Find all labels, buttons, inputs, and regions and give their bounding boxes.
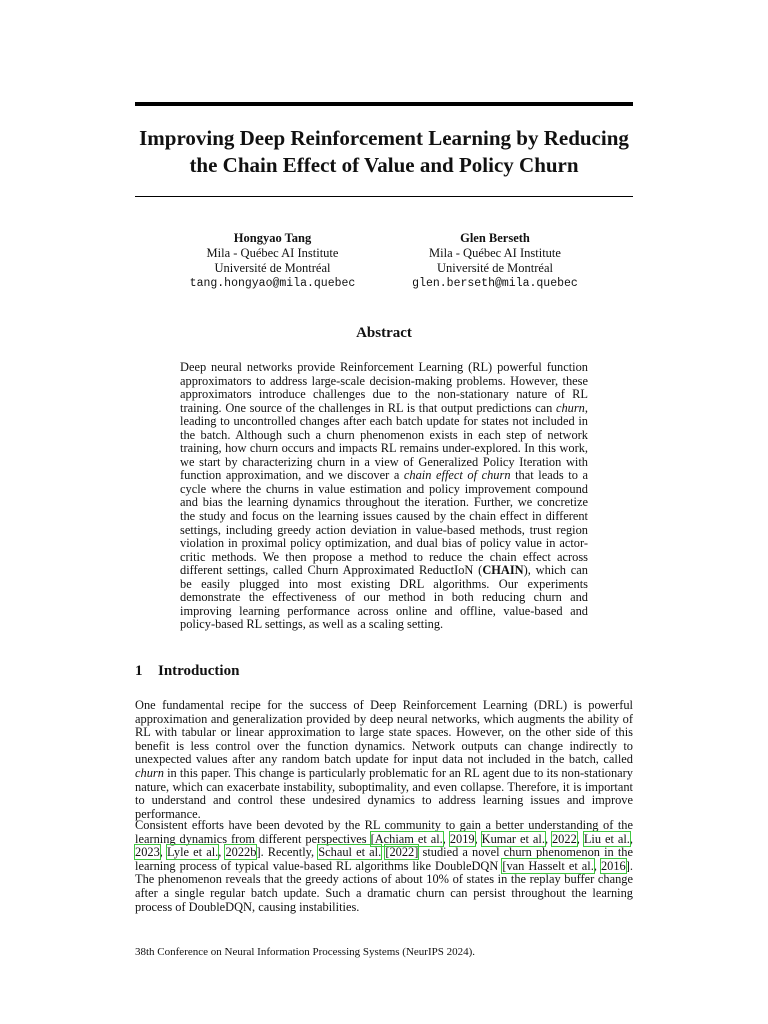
abstract-text-part: that leads to a cycle where the churns in value estimation and policy improvement compound and bias the learning dynamics throughout the iteration. Further, we concretize the study and focus on the learning issues caused by the chain effect in different settings, including greedy action deviation in value-based methods, trust region violation in proximal policy optimization, and dual bias of policy value in actor-critic methods. We then propose a method to reduce the chain effect across different settings, called Churn Approximated ReductIoN ( bbox=[180, 468, 588, 578]
citation-year-link[interactable]: 2019 bbox=[449, 831, 475, 846]
author-affiliation: Université de Montréal bbox=[437, 261, 553, 275]
author-block-1 bbox=[170, 231, 375, 291]
intro-paragraph-2: Consistent efforts have been devoted by the RL community to gain a better understanding of the learning dynamics from different perspectives [Achiam et al., 2019, Kumar et al., 2022, Liu et al., 2023, Lyle et al., 2022b]. Recently, Schaul et al. [2022] studied a novel churn phenomenon in the learning process of typical value-based RL algorithms like DoubleDQN [van Hasselt et al., 2016]. The phenomenon reveals that the greedy actions of about 10% of states in the replay buffer change after a single regular batch update. Such a dramatic churn can persist throughout the learning process of DoubleDQN, causing instabilities. bbox=[135, 818, 633, 914]
paragraph-text-part: ]. The phenomenon reveals that the greedy actions of about 10% of states in the replay buffer change after a single regular batch update. Such a dramatic churn can persist throughout the learning process of DoubleDQN, causing instabilities. bbox=[135, 858, 633, 914]
emphasis-chain-effect: chain effect of churn bbox=[403, 468, 511, 483]
citation-link[interactable]: [van Hasselt et al. bbox=[502, 858, 594, 873]
author-affiliation: Mila - Québec AI Institute bbox=[429, 246, 561, 260]
author-email[interactable]: glen.berseth@mila.quebec bbox=[412, 277, 578, 290]
abstract-text-part: , leading to uncontrolled changes after each batch update for states not included in the batch. Although such a churn phenomenon exists in each step of network training, how churn occurs and impacts RL remains under-explored. In this work, we start by characterizing churn in a view of Generalized Policy Iteration with function approximation, and we discover a bbox=[180, 400, 588, 483]
paragraph-text-part: One fundamental recipe for the success of Deep Reinforcement Learning (DRL) is powerful approximation and generalization provided by deep neural networks, which augments the ability of RL with tabular or linear approximation to large state spaces. However, on the other side of this benefit is less control over the function dynamics. Network outputs can change indirectly to unexpected values after any random batch update for input data not included in the batch, called bbox=[135, 698, 633, 767]
section-heading bbox=[135, 663, 239, 680]
title-line-2: the Chain Effect of Value and Policy Churn bbox=[189, 153, 579, 177]
section-number: 1 bbox=[135, 663, 143, 679]
author-name: Hongyao Tang bbox=[233, 231, 312, 245]
citation-link[interactable]: Schaul et al. bbox=[318, 845, 382, 860]
title-top-rule bbox=[135, 102, 633, 106]
citation-separator: , bbox=[576, 831, 584, 846]
citation-separator: , bbox=[159, 845, 167, 860]
citation-year-link[interactable]: 2016 bbox=[600, 858, 626, 873]
abstract-text-part: ), which can be easily plugged into most existing DRL algorithms. Our experiments demonstrate the effectiveness of our method in both reducing churn and improving learning performance across online and offline, value-based and policy-based RL settings, as well as a scaling setting. bbox=[180, 563, 588, 632]
paragraph-text-part: Consistent efforts have been devoted by the RL community to gain a better understanding of the learning dynamics from different perspectives bbox=[135, 818, 633, 846]
emphasis-churn: churn bbox=[555, 400, 585, 415]
paragraph-text-part: studied a novel churn phenomenon in the learning process of typical value-based RL algorithms like DoubleDQN bbox=[135, 845, 633, 873]
paper-title bbox=[120, 125, 648, 179]
citation-year-link[interactable]: 2022b bbox=[225, 845, 257, 860]
conference-footnote: 38th Conference on Neural Information Processing Systems (NeurIPS 2024). bbox=[135, 946, 476, 958]
method-acronym: CHAIN bbox=[482, 563, 524, 578]
citation-link[interactable]: Kumar et al. bbox=[481, 831, 545, 846]
title-bottom-rule bbox=[135, 196, 633, 197]
citation-separator: , bbox=[474, 831, 482, 846]
author-block-2 bbox=[390, 231, 600, 291]
citation-link[interactable]: [Achiam et al. bbox=[370, 831, 443, 846]
author-email[interactable]: tang.hongyao@mila.quebec bbox=[189, 277, 356, 290]
author-affiliation: Mila - Québec AI Institute bbox=[206, 246, 339, 260]
citation-link[interactable]: Lyle et al. bbox=[167, 845, 219, 860]
paragraph-text-part: ]. Recently, bbox=[256, 845, 319, 860]
emphasis-churn: churn bbox=[135, 765, 164, 780]
section-title: Introduction bbox=[158, 663, 240, 679]
intro-paragraph-1 bbox=[135, 699, 633, 821]
title-line-1: Improving Deep Reinforcement Learning by Reducing bbox=[139, 126, 629, 150]
paragraph-text-part: in this paper. This change is particularly problematic for an RL agent due to its non-stationary nature, which can exacerbate instability, suboptimality, and even collapse. Therefore, it is important to understand and control these undesired dynamics to address learning issues and improve performance. bbox=[135, 765, 633, 821]
citation-year-link[interactable]: 2023 bbox=[135, 845, 160, 860]
author-name: Glen Berseth bbox=[460, 231, 530, 245]
citation-link[interactable]: Liu et al. bbox=[583, 831, 630, 846]
abstract-text-part: Deep neural networks provide Reinforcement Learning (RL) powerful function approximators to address large-scale decision-making problems. However, these approximators introduce challenges due to the non-stationary nature of RL training. One source of the challenges in RL is that output predictions can bbox=[180, 360, 588, 415]
citation-year-link[interactable]: [2022] bbox=[385, 845, 419, 860]
abstract-heading: Abstract bbox=[356, 325, 412, 341]
citation-year-link[interactable]: 2022 bbox=[551, 831, 577, 846]
author-affiliation: Université de Montréal bbox=[214, 261, 331, 275]
abstract-text bbox=[180, 361, 588, 632]
